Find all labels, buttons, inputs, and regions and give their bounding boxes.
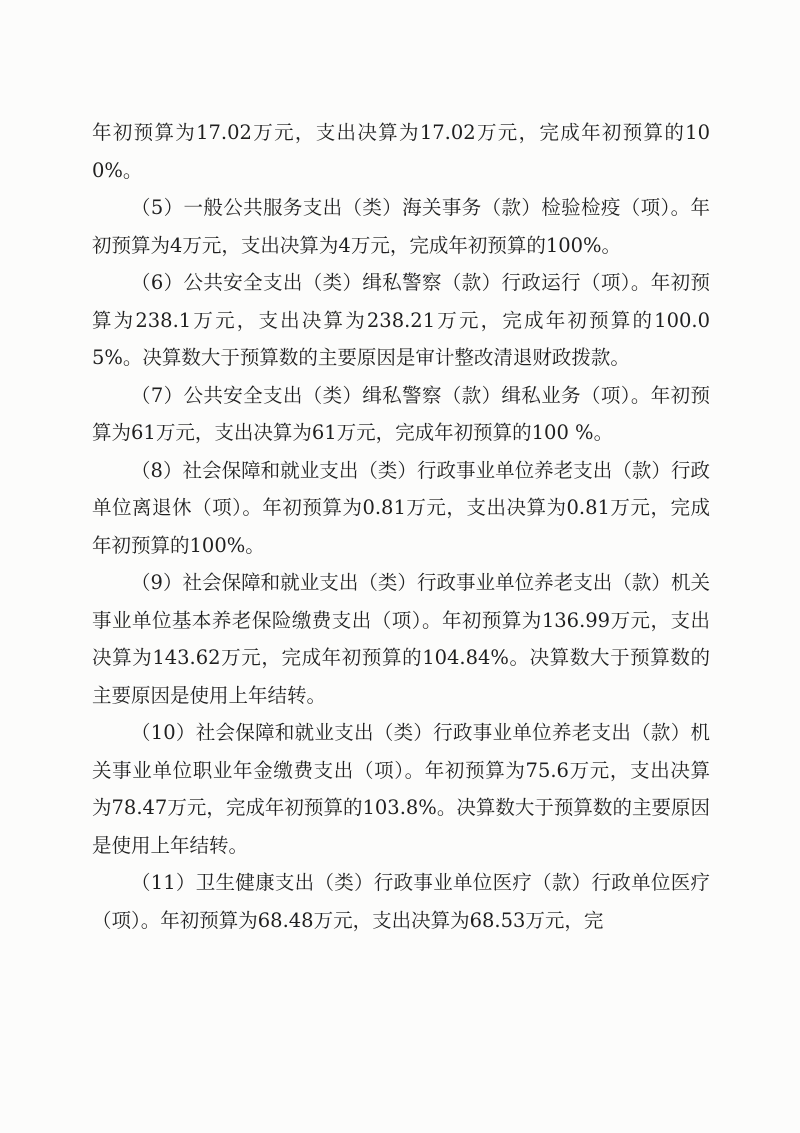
paragraph-3: （6）公共安全支出（类）缉私警察（款）行政运行（项）。年初预算为238.1万元，支出决算为238.21万元，完成年初预算的100.05%。决算数大于预算数的主要原因是审计整改清退财政拨款。 (92, 271, 710, 369)
paragraph-5: （8）社会保障和就业支出（类）行政事业单位养老支出（款）行政单位离退休（项）。年初预算为0.81万元，支出决算为0.81万元，完成年初预算的100%。 (92, 458, 710, 557)
paragraph-4: （7）公共安全支出（类）缉私警察（款）缉私业务（项）。年初预算为61万元，支出决算为61万元，完成年初预算的100 %。 (92, 383, 710, 444)
paragraph-2: （5）一般公共服务支出（类）海关事务（款）检验检疫（项）。年初预算为4万元，支出决算为4万元，完成年初预算的100%。 (92, 196, 710, 257)
paragraph-7: （10）社会保障和就业支出（类）行政事业单位养老支出（款）机关事业单位职业年金缴费支出（项）。年初预算为75.6万元，支出决算为78.47万元，完成年初预算的103.8%。决算数大于预算数的主要原因是使用上年结转。 (92, 721, 710, 857)
paragraph-1: 年初预算为17.02万元，支出决算为17.02万元，完成年初预算的100%。 (92, 121, 710, 182)
document-body (92, 114, 710, 939)
paragraph-8: （11）卫生健康支出（类）行政事业单位医疗（款）行政单位医疗（项）。年初预算为68.48万元，支出决算为68.53万元，完 (92, 871, 710, 932)
paragraph-6: （9）社会保障和就业支出（类）行政事业单位养老支出（款）机关事业单位基本养老保险缴费支出（项）。年初预算为136.99万元，支出决算为143.62万元，完成年初预算的104.84%。决算数大于预算数的主要原因是使用上年结转。 (92, 571, 710, 707)
